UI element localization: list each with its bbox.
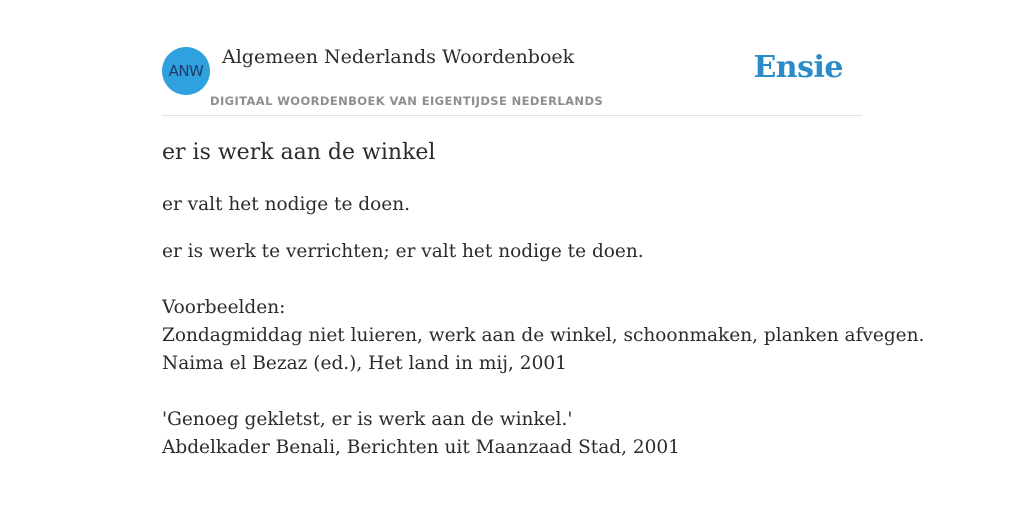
example-quote: 'Genoeg gekletst, er is werk aan de winkel.' <box>162 409 573 430</box>
site-title[interactable]: Algemeen Nederlands Woordenboek <box>222 46 575 68</box>
header-divider <box>162 115 862 116</box>
entry-card <box>162 0 925 512</box>
example-source: Abdelkader Benali, Berichten uit Maanzaad Stad, 2001 <box>162 437 680 458</box>
examples-label: Voorbeelden: <box>162 297 286 318</box>
short-definition: er valt het nodige te doen. <box>162 194 411 215</box>
example-source: Naima el Bezaz (ed.), Het land in mij, 2001 <box>162 353 567 374</box>
example-quote: Zondagmiddag niet luieren, werk aan de winkel, schoonmaken, planken afvegen. <box>162 325 925 346</box>
anw-logo-text: ANW <box>168 62 204 80</box>
site-subtitle: DIGITAAL WOORDENBOEK VAN EIGENTIJDSE NEDERLANDS <box>210 94 604 108</box>
anw-logo[interactable] <box>162 47 210 95</box>
definition: er is werk te verrichten; er valt het nodige te doen. <box>162 241 644 262</box>
entry-term: er is werk aan de winkel <box>162 140 436 165</box>
ensie-brand-logo[interactable]: Ensie <box>753 50 843 85</box>
